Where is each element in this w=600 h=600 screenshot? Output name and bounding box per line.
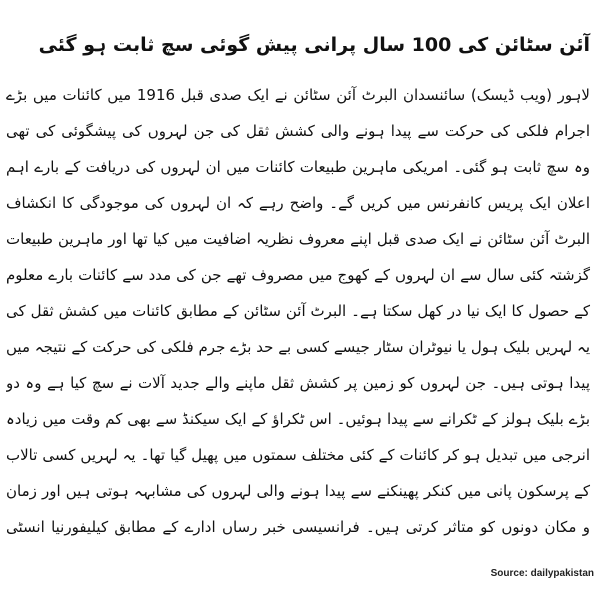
source-credit: Source: dailypakistan — [490, 568, 594, 579]
article-body: لاہور (ویب ڈیسک) سائنسدان البرٹ آئن سٹائن نے ایک صدی قبل 1916 میں کائنات میں بڑے اجرام فلکی کی حرکت سے پیدا ہونے والی کشش ثقل کی جن لہروں کی پیشگوئی کی تھی وہ سچ ثابت ہو گئی۔ امریکی ماہرین طبیعات کائنات میں ان لہروں کی دریافت کے بارے اہم اعلان ایک پریس کانفرنس میں کریں گے۔ واضح رہے کہ ان لہروں کی موجودگی کا انکشاف البرٹ آئن سٹائن نے ایک صدی قبل اپنے معروف نظریہ اضافیت میں کیا تھا اور ماہرین طبیعات گزشتہ کئی سال سے ان لہروں کے کھوج میں مصروف تھے جن کی مدد سے کائنات بارے معلوم کے حصول کا ایک نیا در کھل سکتا ہے۔ البرٹ آئن سٹائن کے مطابق کائنات میں کشش ثقل کی یہ لہریں بلیک ہول یا نیوٹران سٹار جیسے کسی بے حد بڑے جرم فلکی کی حرکت کے نتیجہ میں پیدا ہوتی ہیں۔ جن لہروں کو زمین پر کشش ثقل ماپنے والے جدید آلات نے سچ کیا ہے وہ دو بڑے بلیک ہولز کے ٹکرانے سے پیدا ہوئیں۔ اس ٹکراؤ کے ایک سیکنڈ سے بھی کم وقت میں زیادہ انرجی میں تبدیل ہو کر کائنات کے کئی مختلف سمتوں میں پھیل گیا تھا۔ یہ لہریں کسی تالاب کے پرسکون پانی میں کنکر پھینکنے سے پیدا ہونے والی لہروں کی مشابہہ ہوتی ہیں اور زمان و مکان دونوں کو متاثر کرتی ہیں۔ فرانسیسی خبر رساں ادارے کے مطابق کیلیفورنیا انسٹی — [6, 86, 590, 536]
article-headline: آئن سٹائن کی 100 سال پرانی پیش گوئی سچ ثابت ہو گئی — [38, 34, 590, 56]
